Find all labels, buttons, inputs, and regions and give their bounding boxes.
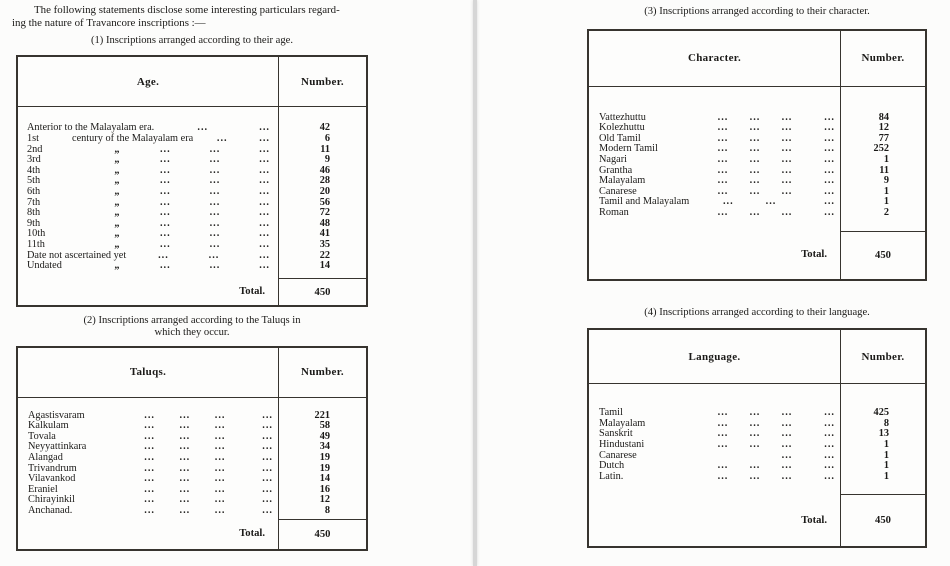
table-row [18,198,278,209]
dot-leader: ... [259,260,271,272]
dot-leader: ... [159,228,171,240]
dot-leader: ... [824,196,836,208]
row-label: Vilavankod [28,473,76,485]
dot-leader: ... [209,238,221,250]
row-ordinal: 1st [27,133,40,144]
total-label: Total. [801,249,827,261]
dot-leader: ... [259,164,271,176]
table-row [18,229,278,240]
dot-leader: ... [824,143,835,155]
table-row [18,145,278,156]
dot-leader: ... [717,175,729,187]
dot-leader: ... [781,132,793,144]
table-row [18,506,278,517]
row-label: Canarese [599,449,637,461]
row-label: Kalkulam [28,420,69,432]
dot-leader: ... [781,185,793,197]
dot-leader: ... [159,217,171,229]
table-row [18,219,278,230]
row-label: Kolezhuttu [599,122,645,134]
dot-leader: ... [259,249,270,261]
row-value: 252 [873,143,889,155]
row-label: Latin. [599,470,624,482]
dot-leader: ... [259,133,270,144]
dot-leader: ... [781,407,793,419]
table-row [589,472,840,483]
dot-leader: ... [717,428,729,440]
dot-leader: ... [214,473,226,485]
dot-leader: ... [824,438,835,450]
total-value: 450 [278,519,366,549]
dot-leader: ... [749,143,761,155]
dot-leader: ... [214,494,226,506]
row-value: 9 [883,175,889,187]
row-value: 46 [319,164,330,176]
row-label: Canarese [599,185,637,197]
row-value: 34 [319,441,330,453]
row-label: Roman [599,206,629,218]
dot-leader: ... [179,494,191,506]
dot-leader: ... [717,185,729,197]
dot-leader: ... [179,473,191,485]
dot-leader: ... [781,449,793,461]
dot-leader: ... [749,175,761,187]
ditto-mark: „ [114,154,120,166]
table-character-caption: (3) Inscriptions arranged according to their character. [644,6,870,17]
dot-leader: ... [209,217,221,229]
table-row [18,176,278,187]
table-character-body-labels [589,87,840,231]
row-value: 48 [319,217,330,229]
table-age-body-numbers [278,107,366,278]
dot-leader: ... [209,143,221,155]
dot-leader: ... [144,494,155,506]
dot-leader: ... [781,143,793,155]
row-value: 1 [883,185,889,197]
dot-leader: ... [179,451,191,463]
table-row [18,166,278,177]
dot-leader: ... [824,175,835,187]
ditto-mark: „ [114,196,120,208]
ditto-mark: „ [114,207,120,219]
dot-leader: ... [159,164,171,176]
row-label: Anterior to the Malayalam era. [27,122,155,134]
left-column [12,4,368,551]
dot-leader: ... [179,409,191,421]
dot-leader: ... [209,228,221,240]
dot-leader: ... [717,153,729,165]
dot-leader: ... [824,449,835,461]
right-column [587,6,927,548]
table-age-caption: (1) Inscriptions arranged according to their age. [90,34,294,46]
dot-leader: ... [214,504,226,516]
row-label: Chirayinkil [28,494,75,506]
dot-leader: ... [262,409,273,421]
row-value: 1 [883,470,889,482]
row-label: Hindustani [599,438,645,450]
dot-leader: ... [144,409,155,421]
dot-leader: ... [824,132,835,144]
character-column-header: Character. [589,31,840,87]
dot-leader: ... [824,111,835,123]
ditto-mark: „ [114,260,120,272]
dot-leader: ... [749,164,761,176]
dot-leader: ... [159,154,171,166]
dot-leader: ... [144,451,155,463]
row-label: Tamil and Malayalam [599,196,690,208]
dot-leader: ... [824,164,835,176]
row-value: 8 [324,504,330,516]
dot-leader: ... [749,206,761,218]
total-value: 450 [840,494,925,546]
dot-leader: ... [209,154,221,166]
table-language [587,328,927,548]
dot-leader: ... [781,164,793,176]
dot-leader: ... [159,260,171,272]
row-value: 221 [314,409,330,421]
dot-leader: ... [781,153,793,165]
ditto-mark: „ [114,185,120,197]
dot-leader: ... [717,460,729,472]
row-value: 42 [319,122,330,134]
age-column-header: Age. [18,57,278,107]
dot-leader: ... [824,417,835,429]
row-label: 8th [27,207,41,219]
dot-leader: ... [781,122,793,134]
dot-leader: ... [259,196,271,208]
row-label: Malayalam [599,175,646,187]
row-value: 12 [878,122,889,134]
row-label: Tamil [599,407,623,419]
dot-leader: ... [259,122,271,134]
dot-leader: ... [262,504,273,516]
dot-leader: ... [209,196,221,208]
dot-leader: ... [749,428,761,440]
dot-leader: ... [717,206,729,218]
dot-leader: ... [262,494,273,506]
dot-leader: ... [824,206,835,218]
table-row [18,453,278,464]
dot-leader: ... [717,417,729,429]
dot-leader: ... [144,473,155,485]
dot-leader: ... [144,504,155,516]
dot-leader: ... [259,217,271,229]
total-label: Total. [801,514,827,526]
row-value: 9 [324,154,330,166]
row-value: 2 [883,206,889,218]
table-taluqs-caption [16,315,368,338]
dot-leader: ... [781,175,793,187]
row-label: Grantha [599,164,633,176]
dot-leader: ... [159,185,171,197]
row-label: Vattezhuttu [599,111,646,123]
dot-leader: ... [179,504,191,516]
row-value: 56 [319,196,330,208]
table-row [18,208,278,219]
dot-leader: ... [259,207,271,219]
row-value: 49 [319,430,330,442]
dot-leader: ... [214,409,226,421]
table-language-body-labels [589,384,840,494]
dot-leader: ... [781,470,793,482]
ditto-mark: „ [114,228,120,240]
page-gutter-divider [473,0,477,566]
table-character-body-numbers [840,87,925,231]
row-value: 28 [319,175,330,187]
dot-leader: ... [765,196,777,208]
row-label: Modern Tamil [599,143,658,155]
dot-leader: ... [179,420,191,432]
number-column-header: Number. [840,330,925,384]
row-label: Alangad [28,451,63,463]
dot-leader: ... [158,249,169,261]
number-column-header: Number. [278,348,366,398]
dot-leader: ... [717,438,729,450]
dot-leader: ... [749,470,761,482]
dot-leader: ... [159,196,171,208]
table-character [587,29,927,281]
dot-leader: ... [214,441,226,453]
row-label: Trivandrum [28,462,77,474]
dot-leader: ... [259,175,271,187]
row-label: Dutch [599,460,625,472]
ditto-mark: „ [114,143,120,155]
dot-leader: ... [262,441,273,453]
row-label: 11th [27,238,45,250]
row-label: 2nd [27,143,43,155]
dot-leader: ... [197,122,209,134]
dot-leader: ... [824,470,835,482]
row-value: 19 [319,462,330,474]
row-label: Neyyattinkara [28,441,87,453]
total-value: 450 [278,278,366,305]
dot-leader: ... [262,462,273,474]
dot-leader: ... [749,407,761,419]
dot-leader: ... [262,473,273,485]
row-label: Nagari [599,153,628,165]
row-value: 1 [883,153,889,165]
dot-leader: ... [781,111,793,123]
row-value: 14 [319,473,330,485]
table-row [18,155,278,166]
row-label: 6th [27,185,41,197]
table-taluqs-body-numbers [278,398,366,519]
row-value: 72 [319,207,330,219]
dot-leader: ... [262,430,273,442]
table-taluqs-body-labels [18,398,278,519]
dot-leader: ... [259,185,271,197]
dot-leader: ... [159,143,171,155]
dot-leader: ... [749,132,761,144]
row-value: 8 [883,417,889,429]
row-label: Tovala [28,430,56,442]
dot-leader: ... [214,430,226,442]
row-value: 6 [324,133,330,144]
row-value: 77 [878,132,889,144]
total-value: 450 [840,231,925,279]
dot-leader: ... [209,175,221,187]
row-value: 425 [873,407,889,419]
row-label: Sanskrit [599,428,633,440]
dot-leader: ... [722,196,734,208]
row-value: 35 [319,238,330,250]
dot-leader: ... [144,430,155,442]
table-age-body-labels [18,107,278,278]
dot-leader: ... [824,122,835,134]
dot-leader: ... [144,462,155,474]
dot-leader: ... [262,483,273,495]
dot-leader: ... [159,175,171,187]
dot-leader: ... [717,122,729,134]
number-column-header: Number. [840,31,925,87]
row-label: Old Tamil [599,132,641,144]
table-taluqs [16,346,368,551]
dot-leader: ... [214,483,226,495]
row-label: 4th [27,164,41,176]
row-value: 11 [320,143,330,155]
dot-leader: ... [144,420,155,432]
dot-leader: ... [144,441,155,453]
dot-leader: ... [214,420,226,432]
ditto-mark: „ [114,217,120,229]
dot-leader: ... [824,407,835,419]
table-row [18,240,278,251]
table-row [589,451,840,462]
dot-leader: ... [179,483,191,495]
ditto-mark: „ [114,238,120,250]
row-value: 12 [319,494,330,506]
dot-leader: ... [179,462,191,474]
dot-leader: ... [717,470,729,482]
taluqs-column-header: Taluqs. [18,348,278,398]
dot-leader: ... [717,407,729,419]
dot-leader: ... [209,185,221,197]
dot-leader: ... [781,417,793,429]
dot-leader: ... [749,460,761,472]
dot-leader: ... [781,460,793,472]
dot-leader: ... [824,185,835,197]
row-label: 5th [27,175,41,187]
language-column-header: Language. [589,330,840,384]
table-row [589,461,840,472]
table-row [18,261,278,272]
dot-leader: ... [717,132,729,144]
row-label: Date not ascertained yet [27,249,127,261]
dot-leader: ... [209,260,221,272]
row-value: 13 [878,428,889,440]
row-label: Anchanad. [28,504,73,516]
row-value: 1 [883,460,889,472]
dot-leader: ... [209,164,221,176]
dot-leader: ... [259,238,271,250]
row-label: Malayalam [599,417,646,429]
row-value: 1 [883,438,889,450]
table-row [18,134,278,145]
dot-leader: ... [209,207,221,219]
row-label: 3rd [27,154,41,166]
dot-leader: ... [749,438,761,450]
row-value: 84 [878,111,889,123]
dot-leader: ... [824,460,835,472]
table-age [16,55,368,307]
dot-leader: ... [781,428,793,440]
dot-leader: ... [824,153,835,165]
table-row [589,155,840,166]
row-value: 14 [319,260,330,272]
dot-leader: ... [216,133,228,144]
dot-leader: ... [749,122,761,134]
dot-leader: ... [214,451,226,463]
dot-leader: ... [717,143,729,155]
ditto-mark: „ [114,164,120,176]
row-label: 9th [27,217,41,229]
table-row [589,208,840,219]
row-value: 1 [883,449,889,461]
table-row [589,440,840,451]
dot-leader: ... [259,154,271,166]
dot-leader: ... [259,228,271,240]
row-value: 1 [883,196,889,208]
total-label: Total. [239,286,265,298]
number-column-header: Number. [278,57,366,107]
row-label: century of the Malayalam era [72,133,194,144]
dot-leader: ... [717,111,729,123]
dot-leader: ... [159,207,171,219]
dot-leader: ... [214,462,226,474]
dot-leader: ... [717,164,729,176]
table-language-body-numbers [840,384,925,494]
row-value: 22 [319,249,330,261]
dot-leader: ... [781,438,793,450]
row-label: Agastisvaram [28,409,85,421]
row-value: 58 [319,420,330,432]
intro-line-2: ing the nature of Travancore inscriptions :— [12,16,206,29]
dot-leader: ... [781,206,793,218]
dot-leader: ... [262,451,273,463]
dot-leader: ... [259,143,271,155]
row-value: 16 [319,483,330,495]
dot-leader: ... [749,153,761,165]
row-value: 41 [319,228,330,240]
row-value: 11 [879,164,889,176]
intro-paragraph [12,4,384,30]
table-taluqs-caption-line-2: which they occur. [154,327,230,338]
row-label: Eraniel [28,483,58,495]
dot-leader: ... [262,420,273,432]
ditto-mark: „ [114,175,120,187]
row-value: 19 [319,451,330,463]
dot-leader: ... [179,430,191,442]
dot-leader: ... [179,441,191,453]
intro-line-1: The following statements disclose some interesting particulars regard- [34,4,340,16]
row-label: Undated [27,260,62,272]
total-label: Total. [239,528,265,540]
row-label: 10th [27,228,46,240]
dot-leader: ... [144,483,155,495]
dot-leader: ... [749,111,761,123]
dot-leader: ... [824,428,835,440]
table-language-caption: (4) Inscriptions arranged according to their language. [644,306,870,318]
table-taluqs-caption-line-1: (2) Inscriptions arranged according to the Taluqs in [83,315,301,327]
dot-leader: ... [159,238,171,250]
row-label: 7th [27,196,41,208]
dot-leader: ... [749,185,761,197]
row-value: 20 [319,185,330,197]
dot-leader: ... [749,417,761,429]
table-row [18,187,278,198]
dot-leader: ... [208,249,220,261]
